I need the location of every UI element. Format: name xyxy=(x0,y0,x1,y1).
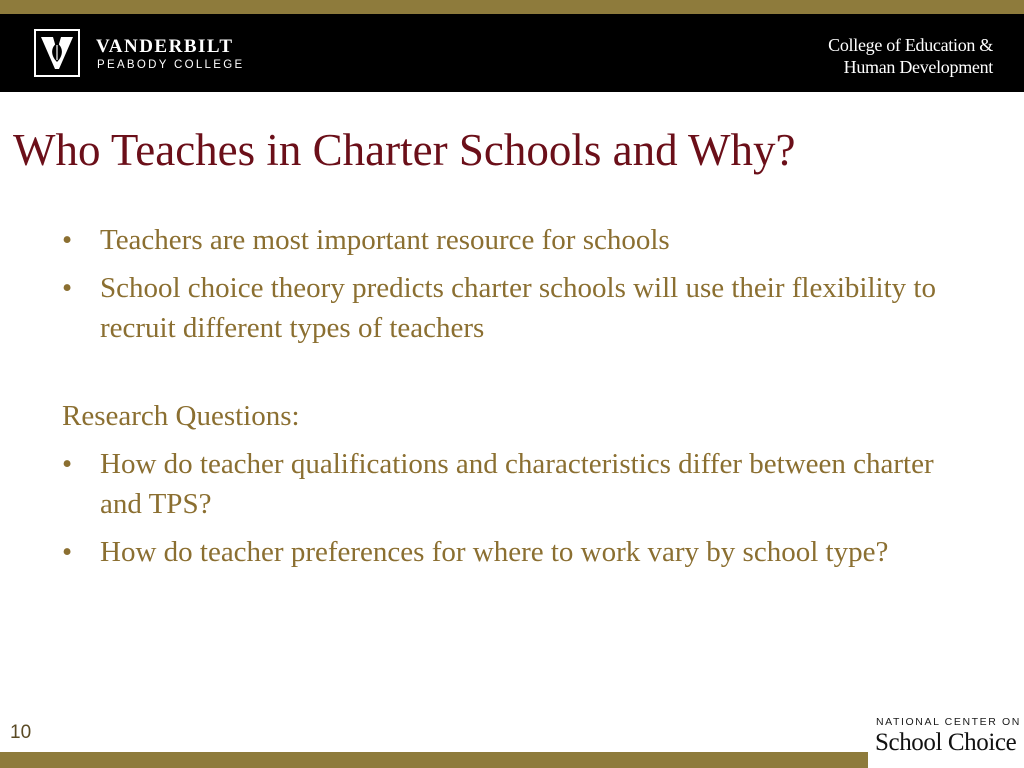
bullet-text: How do teacher preferences for where to work vary by school type? xyxy=(100,536,889,568)
bullet-symbol: • xyxy=(62,224,73,256)
bullet-symbol: • xyxy=(62,448,73,480)
bullet-text: Teachers are most important resource for schools xyxy=(100,224,670,256)
ncsc-logo-top-text: NATIONAL CENTER ON xyxy=(876,716,1021,728)
bullet-item xyxy=(62,268,962,348)
slide-body xyxy=(62,220,962,580)
slide-header xyxy=(0,14,1024,92)
bullet-item xyxy=(62,532,962,572)
bullet-symbol: • xyxy=(62,536,73,568)
ncsc-logo xyxy=(868,712,1024,768)
logo-subtitle: PEABODY COLLEGE xyxy=(97,59,245,71)
college-name xyxy=(733,34,993,78)
bullet-symbol: • xyxy=(62,272,73,304)
college-line-2: Human Development xyxy=(843,57,993,77)
bullet-text: How do teacher qualifications and characteristics differ between charter and TPS? xyxy=(100,448,934,520)
page-number: 10 xyxy=(10,722,32,743)
paragraph-spacer xyxy=(62,356,962,396)
slide-title: Who Teaches in Charter Schools and Why? xyxy=(13,125,796,175)
ncsc-logo-main-text: School Choice xyxy=(875,729,1017,756)
college-line-1: College of Education & xyxy=(828,35,993,55)
bullet-item xyxy=(62,444,962,524)
bullet-text: School choice theory predicts charter schools will use their flexibility to recruit different types of teachers xyxy=(100,272,936,344)
bullet-item xyxy=(62,220,962,260)
research-questions-heading: Research Questions: xyxy=(62,400,300,432)
vanderbilt-logo-icon xyxy=(34,29,80,77)
top-gold-band xyxy=(0,0,1024,14)
logo-name: VANDERBILT xyxy=(96,36,234,57)
